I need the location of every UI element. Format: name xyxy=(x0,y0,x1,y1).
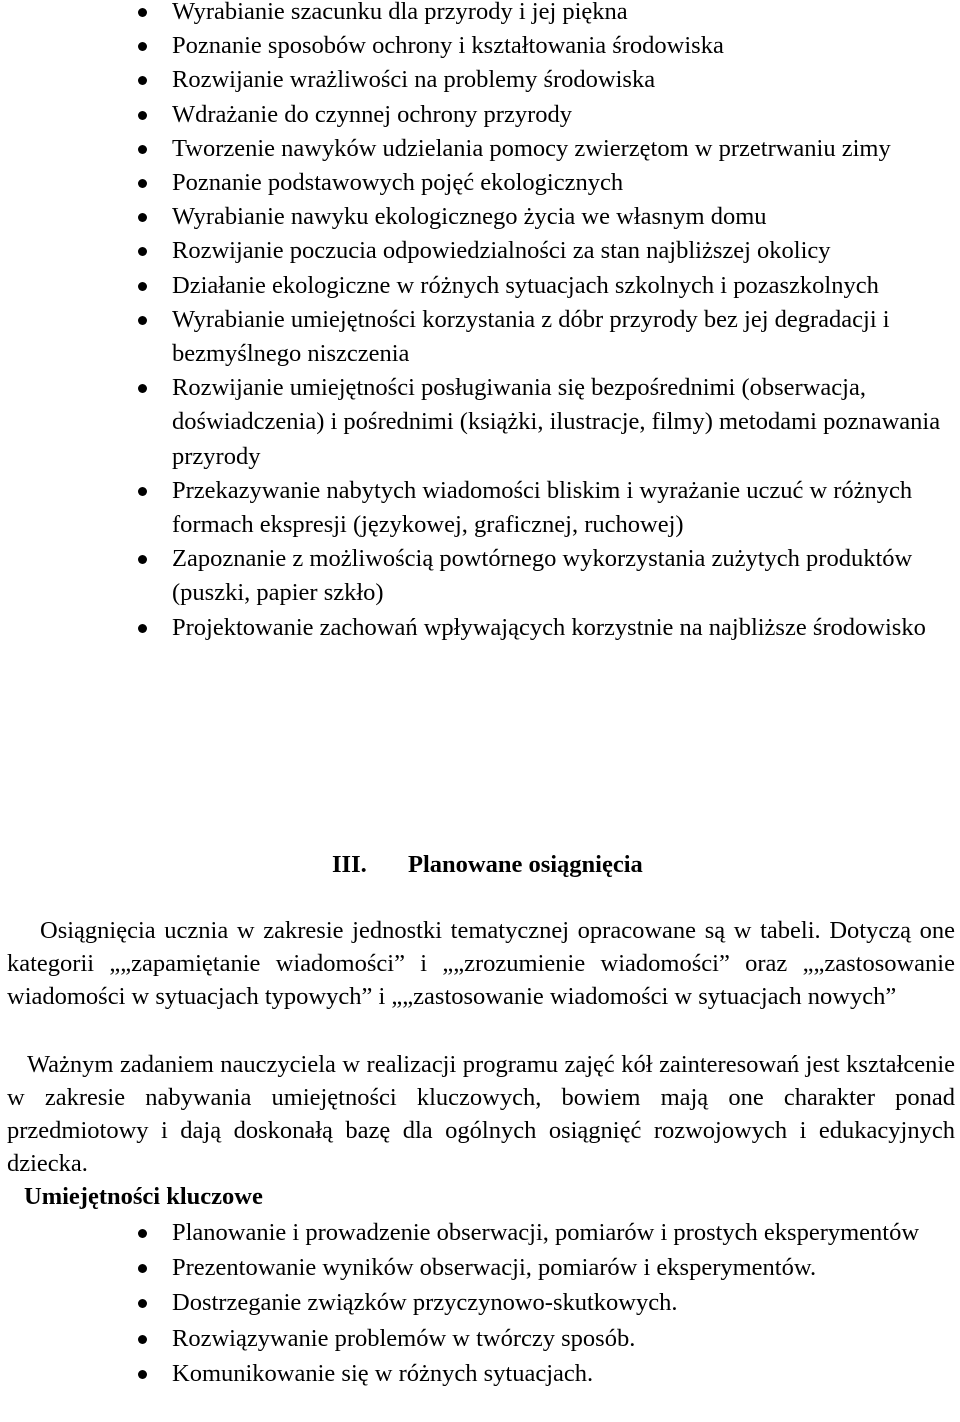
list-item-text: Poznanie podstawowych pojęć ekologicznych xyxy=(172,169,624,197)
bullet-icon xyxy=(138,76,147,85)
bullet-icon xyxy=(138,282,147,291)
bullet-icon xyxy=(138,42,147,51)
bullet-icon xyxy=(138,111,147,120)
list-item xyxy=(138,1286,938,1319)
list-item xyxy=(138,371,948,474)
list-item xyxy=(138,166,948,200)
list-item xyxy=(138,98,948,132)
list-item-text: Wyrabianie umiejętności korzystania z dóbr przyrody bez jej degradacji i bezmyślnego niszczenia xyxy=(172,305,890,368)
bullet-icon xyxy=(138,555,147,564)
list-item xyxy=(138,542,948,610)
bullet-icon xyxy=(138,8,147,17)
list-item xyxy=(138,611,948,645)
list-item xyxy=(138,474,948,542)
bullet-icon xyxy=(138,1299,147,1308)
bullet-icon xyxy=(138,487,147,496)
list-item-text: Prezentowanie wyników obserwacji, pomiarów i eksperymentów. xyxy=(172,1254,817,1282)
bullet-icon xyxy=(138,247,147,256)
list-item-text: Poznanie sposobów ochrony i kształtowania środowiska xyxy=(172,32,724,60)
bullet-icon xyxy=(138,316,147,325)
list-item xyxy=(138,1322,938,1355)
bullet-icon xyxy=(138,145,147,154)
key-skills-list xyxy=(138,1216,938,1392)
bullet-icon xyxy=(138,1264,147,1273)
bullet-icon xyxy=(138,213,147,222)
list-item xyxy=(138,200,948,234)
paragraph-achievements: Osiągnięcia ucznia w zakresie jednostki tematycznej opracowane są w tabeli. Dotyczą one kategorii „„zapamiętanie wiadomości” i „„zrozumienie wiadomości” oraz „„zastosowanie wiadomości w sytuacjach typowych” i „„zastosowanie wiadomości w sytuacjach nowych” xyxy=(7,917,955,1010)
list-item-text: Rozwijanie wrażliwości na problemy środowiska xyxy=(172,66,656,94)
bullet-icon xyxy=(138,624,147,633)
list-item xyxy=(138,303,948,371)
list-item xyxy=(138,234,948,268)
section-number: III. xyxy=(332,851,367,878)
list-item-text: Planowanie i prowadzenie obserwacji, pomiarów i prostych eksperymentów xyxy=(172,1219,920,1246)
list-item-text: Projektowanie zachowań wpływających korzystnie na najbliższe środowisko xyxy=(172,613,926,641)
list-item-text: Komunikowanie się w różnych sytuacjach. xyxy=(172,1359,594,1387)
goals-list xyxy=(138,0,948,645)
list-item-text: Rozwijanie umiejętności posługiwania się bezpośrednimi (obserwacja, doświadczenia) i pośrednimi (książki, ilustracje, filmy) metodami poznawania przyrody xyxy=(172,374,941,470)
section-title: Planowane osiągnięcia xyxy=(408,851,643,878)
list-item xyxy=(138,0,948,29)
list-item-text: Wyrabianie szacunku dla przyrody i jej piękna xyxy=(172,0,628,25)
list-item-text: Rozwiązywanie problemów w twórczy sposób. xyxy=(172,1324,636,1352)
paragraph-teacher-task: Ważnym zadaniem nauczyciela w realizacji programu zajęć kół zainteresowań jest kształcenie w zakresie nabywania umiejętności kluczowych, bowiem mają one charakter ponad przedmiotowy i dają doskonałą bazę dla ogólnych osiągnięć rozwojowych i edukacyjnych dziecka. xyxy=(7,1051,955,1177)
bullet-icon xyxy=(138,1370,147,1379)
list-item-text: Dostrzeganie związków przyczynowo-skutkowych. xyxy=(172,1289,678,1317)
list-item-text: Wyrabianie nawyku ekologicznego życia we własnym domu xyxy=(172,203,767,231)
list-item-text: Przekazywanie nabytych wiadomości bliskim i wyrażanie uczuć w różnych formach ekspresji (językowej, graficznej, ruchowej) xyxy=(172,476,913,539)
key-skills-heading: Umiejętności kluczowe xyxy=(24,1183,263,1210)
list-item xyxy=(138,1216,938,1249)
list-item-text: Tworzenie nawyków udzielania pomocy zwierzętom w przetrwaniu zimy xyxy=(172,134,891,162)
list-item-text: Zapoznanie z możliwością powtórnego wykorzystania zużytych produktów (puszki, papier szkło) xyxy=(172,545,913,607)
list-item-text: Rozwijanie poczucia odpowiedzialności za stan najbliższej okolicy xyxy=(172,237,831,265)
section-heading xyxy=(332,848,643,882)
list-item-text: Wdrażanie do czynnej ochrony przyrody xyxy=(172,100,572,128)
bullet-icon xyxy=(138,179,147,188)
bullet-icon xyxy=(138,384,147,393)
bullet-icon xyxy=(138,1335,147,1344)
list-item xyxy=(138,132,948,166)
list-item xyxy=(138,269,948,303)
list-item xyxy=(138,29,948,63)
list-item xyxy=(138,1251,938,1284)
list-item xyxy=(138,1357,938,1390)
bullet-icon xyxy=(138,1229,147,1238)
list-item-text: Działanie ekologiczne w różnych sytuacjach szkolnych i pozaszkolnych xyxy=(172,271,879,299)
list-item xyxy=(138,63,948,97)
